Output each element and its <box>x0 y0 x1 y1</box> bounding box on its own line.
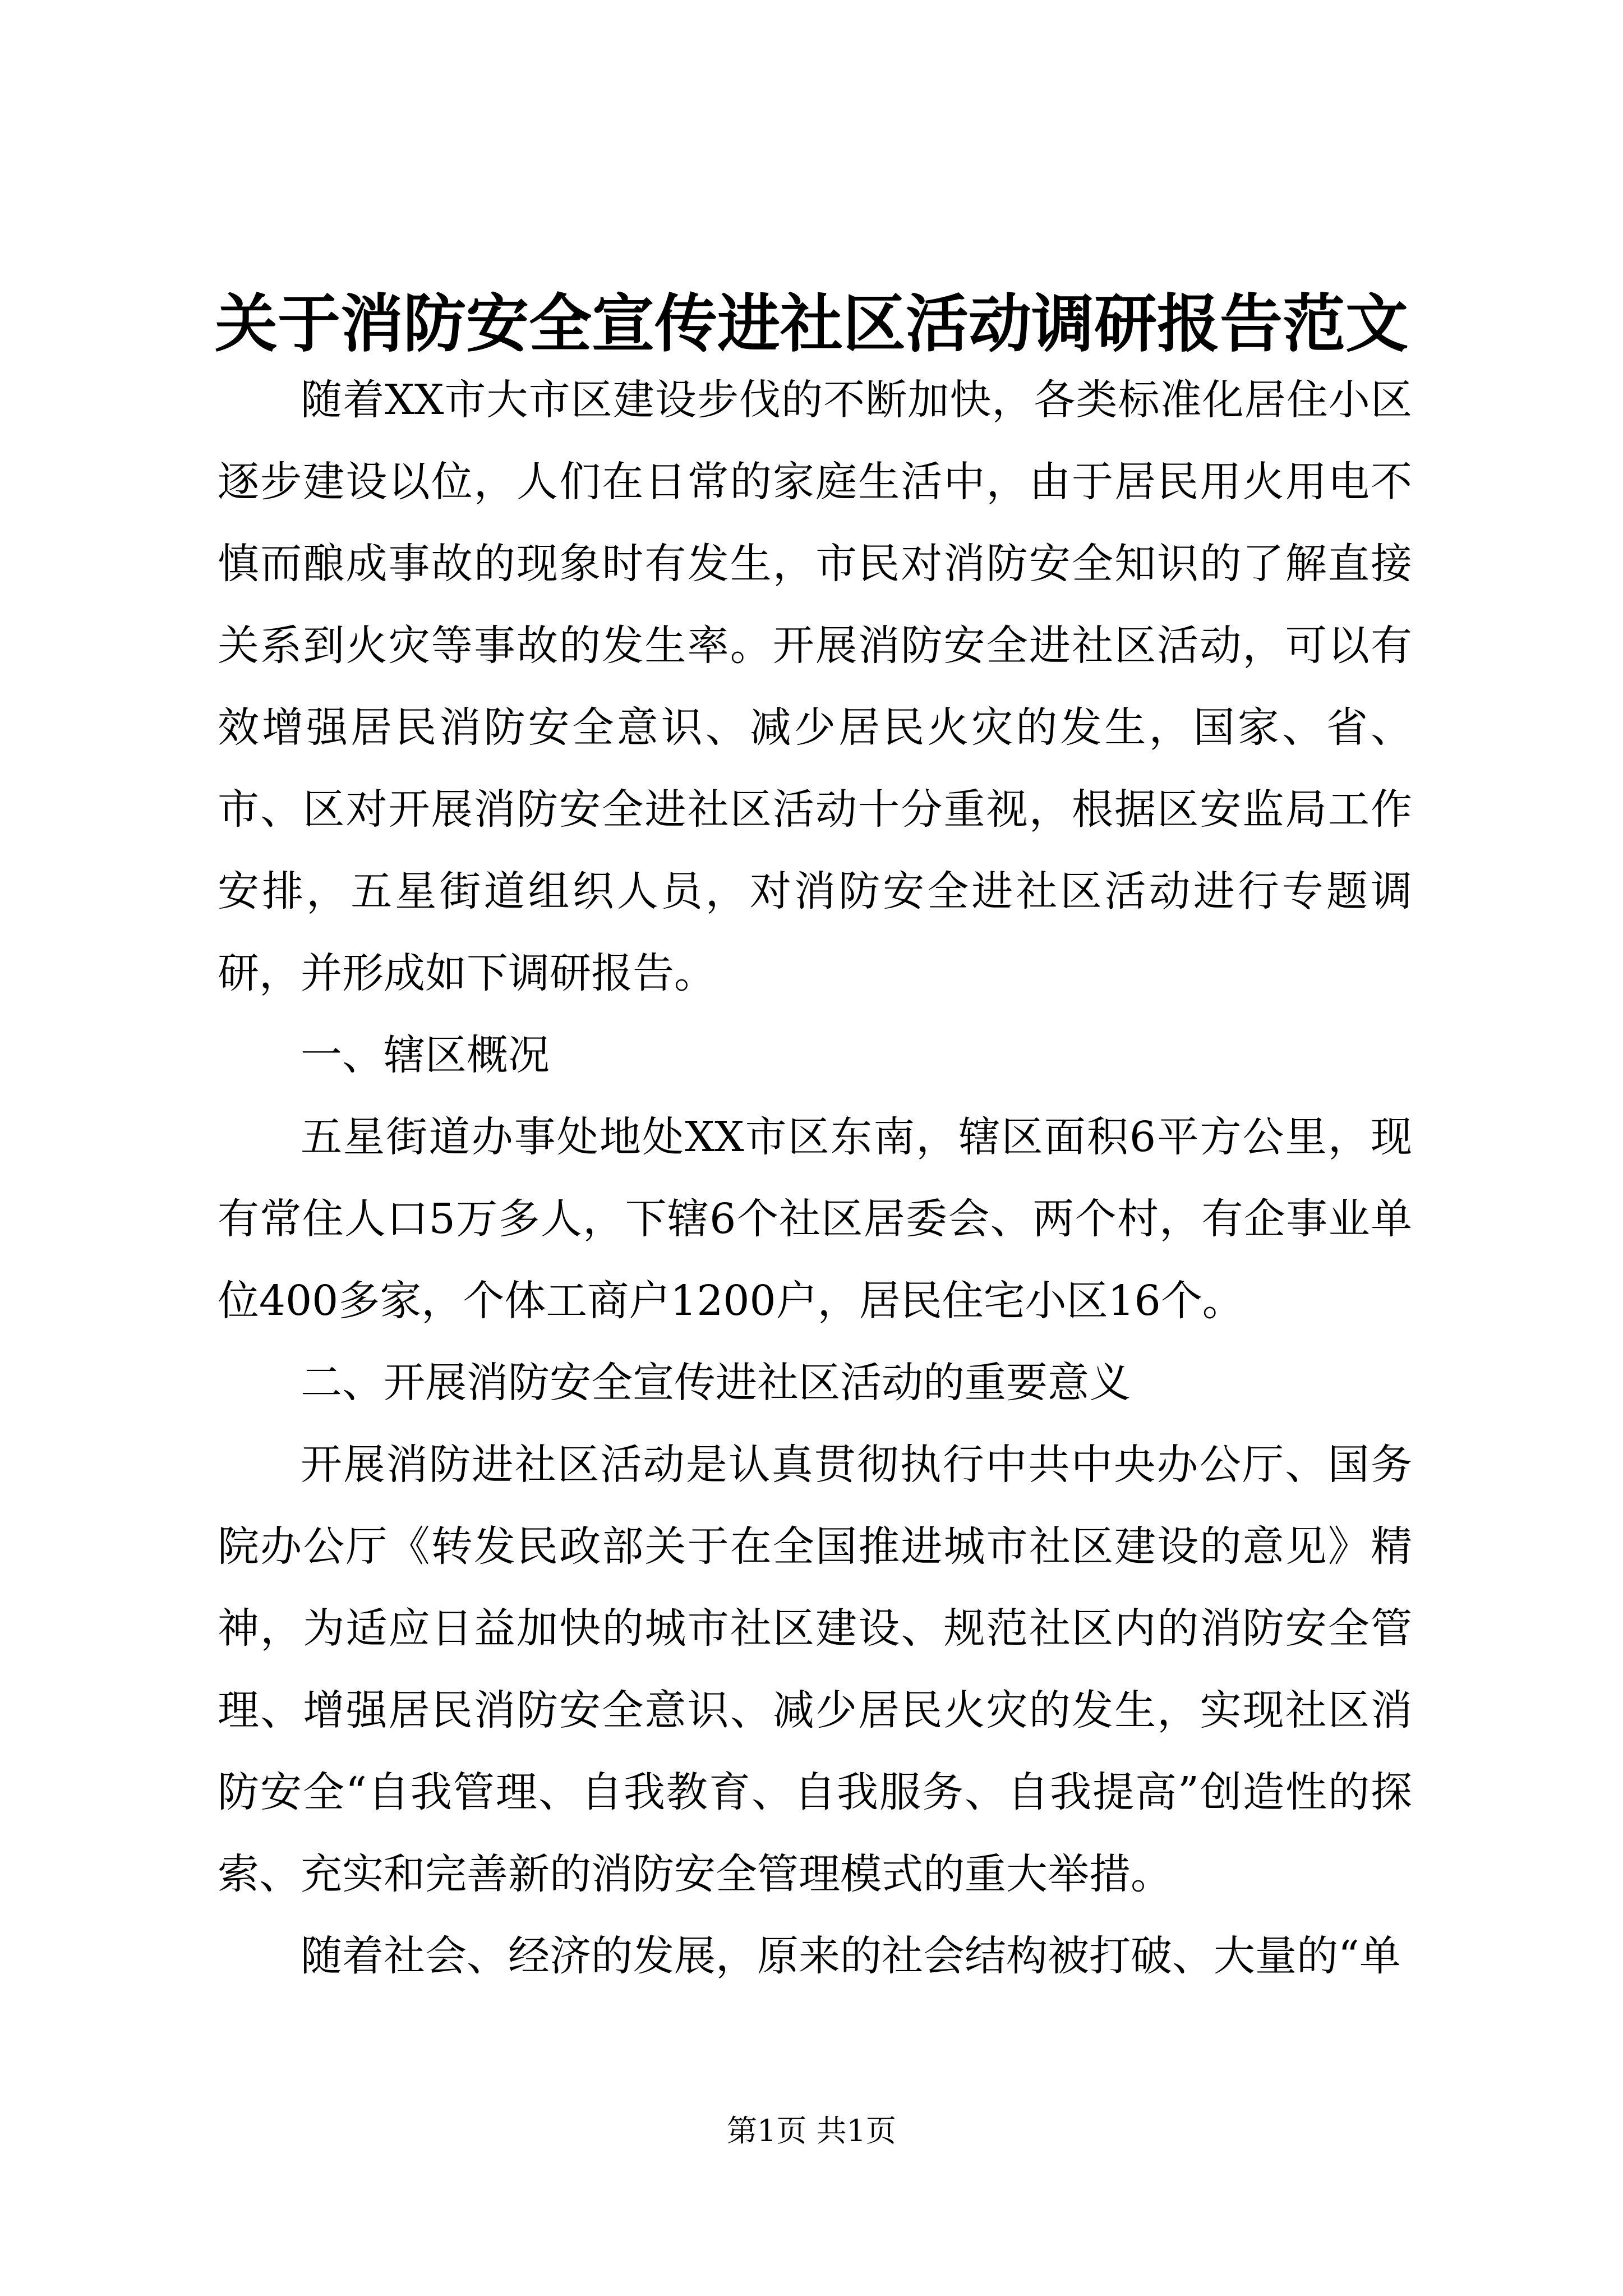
page-number: 第1页 共1页 <box>727 2113 896 2148</box>
section-heading-overview: 一、辖区概况 <box>301 1031 550 1079</box>
document-body <box>218 359 1412 1997</box>
continuation-paragraph: 随着社会、经济的发展，原来的社会结构被打破、大量的“单 <box>301 1932 1401 1980</box>
significance-paragraph: 开展消防进社区活动是认真贯彻执行中共中央办公厅、国务院办公厅《转发民政部关于在全国推进城市社区建设的意见》精神，为适应日益加快的城市社区建设、规范社区内的消防安全管理、增强居民消防安全意识、减少居民火灾的发生，实现社区消防安全“自我管理、自我教育、自我服务、自我提高”创造性的探索、充实和完善新的消防安全管理模式的重大举措。 <box>218 1441 1412 1898</box>
section-heading-significance: 二、开展消防安全宣传进社区活动的重要意义 <box>301 1359 1131 1407</box>
intro-paragraph: 随着XX市大市区建设步伐的不断加快，各类标准化居住小区逐步建设以位，人们在日常的家庭生活中，由于居民用火用电不慎而酿成事故的现象时有发生，市民对消防安全知识的了解直接关系到火灾等事故的发生率。开展消防安全进社区活动，可以有效增强居民消防安全意识、减少居民火灾的发生，国家、省、市、区对开展消防安全进社区活动十分重视，根据区安监局工作安排，五星街道组织人员，对消防安全进社区活动进行专题调研，并形成如下调研报告。 <box>218 376 1412 997</box>
page-title: 关于消防安全宣传进社区活动调研报告范文 <box>215 287 1408 361</box>
overview-paragraph: 五星街道办事处地处XX市区东南，辖区面积6平方公里，现有常住人口5万多人，下辖6个社区居委会、两个村，有企事业单位400多家，个体工商户1200户，居民住宅小区16个。 <box>218 1113 1412 1325</box>
